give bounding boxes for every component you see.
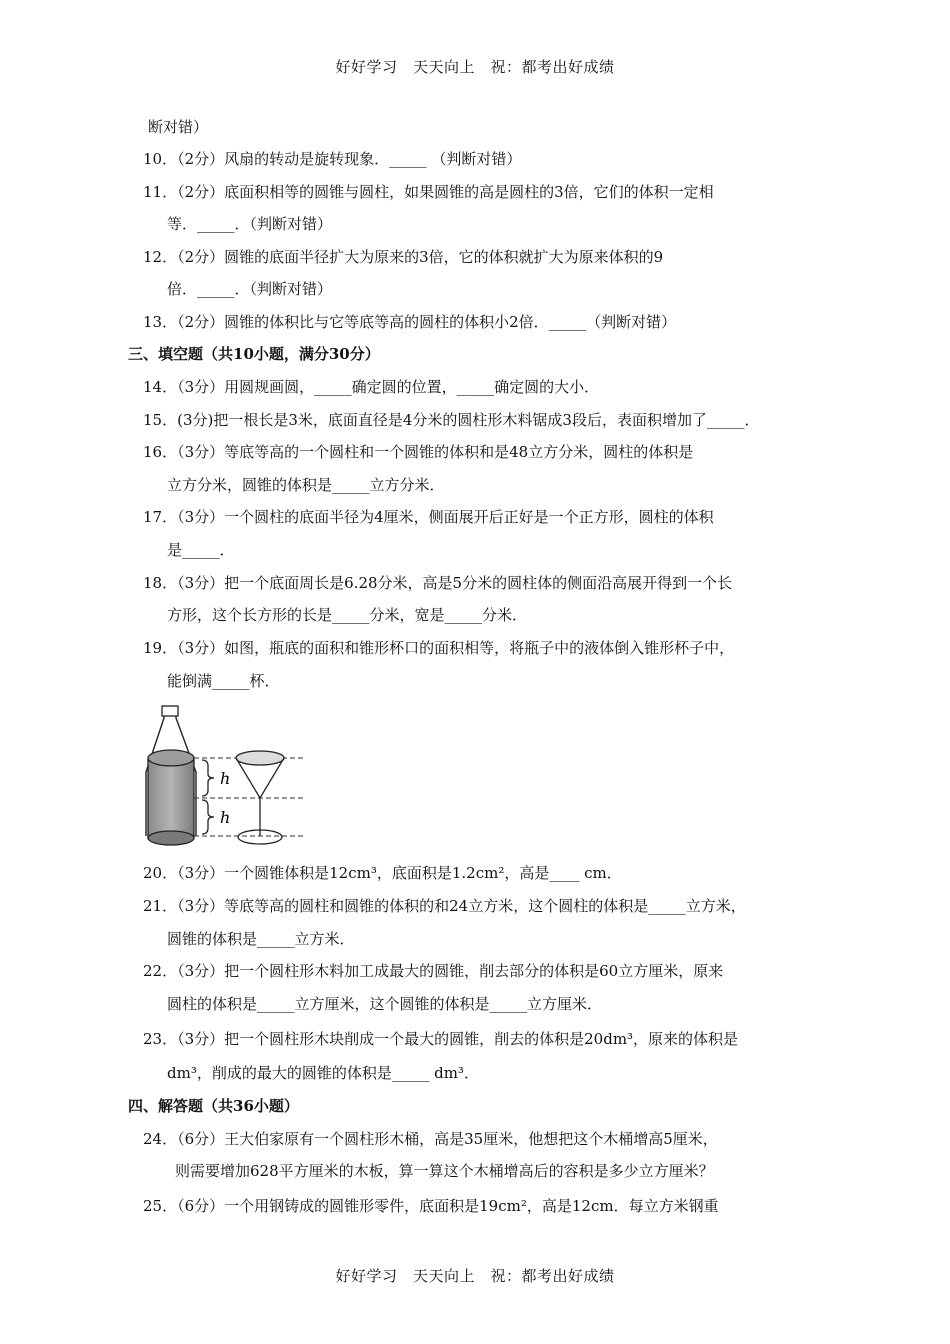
section-heading: 四、解答题（共36小题） [128,1097,299,1115]
text-line: 25．（6分）一个用钢铸成的圆锥形零件，底面积是19cm²，高是12cm．每立方米钢重 [143,1197,719,1215]
text-line: 倍．_____．（判断对错） [167,280,333,298]
text-line: 12．（2分）圆锥的底面半径扩大为原来的3倍，它的体积就扩大为原来体积的9 [143,248,664,266]
text-line: 方形，这个长方形的长是_____分米，宽是_____分米． [167,606,528,624]
text-line: 10．（2分）风扇的转动是旋转现象．_____ （判断对错） [143,150,522,168]
text-line: 11．（2分）底面积相等的圆锥与圆柱，如果圆锥的高是圆柱的3倍，它们的体积一定相 [143,183,714,201]
text-line: 能倒满_____杯． [167,672,280,690]
text-line: 18．（3分）把一个底面周长是6.28分米，高是5分米的圆柱体的侧面沿高展开得到一个长 [143,574,733,592]
text-line: 24．（6分）王大伯家原有一个圆柱形木桶，高是35厘米，他想把这个木桶增高5厘米， [143,1130,718,1148]
height-label-bottom: h [220,808,231,827]
text-line: 20．（3分）一个圆锥体积是12cm³，底面积是1.2cm²，高是____ cm． [143,864,622,882]
text-line: 则需要增加628平方厘米的木板，算一算这个木桶增高后的容积是多少立方厘米？ [175,1162,714,1180]
text-line: 21．（3分）等底等高的圆柱和圆锥的体积的和24立方米，这个圆柱的体积是_____立方米， [143,897,746,915]
text-line: 等．_____．（判断对错） [167,215,333,233]
text-line: 14．（3分）用圆规画圆，_____确定圆的位置，_____确定圆的大小． [143,378,600,396]
page-header: 好好学习 天天向上 祝：都考出好成绩 [335,58,615,76]
text-line: dm³，削成的最大的圆锥的体积是_____ dm³． [167,1064,479,1082]
text-line: 圆锥的体积是_____立方米． [167,930,355,948]
section-heading: 三、填空题（共10小题，满分30分） [128,345,380,363]
text-line: 圆柱的体积是_____立方厘米，这个圆锥的体积是_____立方厘米． [167,995,603,1013]
text-line: 23．（3分）把一个圆柱形木块削成一个最大的圆锥，削去的体积是20dm³，原来的体积是 [143,1030,739,1048]
text-line: 13．（2分）圆锥的体积比与它等底等高的圆柱的体积小2倍．_____（判断对错） [143,313,677,331]
text-line: 16．（3分）等底等高的一个圆柱和一个圆锥的体积和是48立方分米，圆柱的体积是 [143,443,694,461]
height-label-top: h [220,769,231,788]
text-line: 是_____． [167,541,235,559]
text-line: 15．(3分)把一根长是3米，底面直径是4分米的圆柱形木料锯成3段后，表面积增加了_____． [143,411,760,429]
text-line: 22．（3分）把一个圆柱形木料加工成最大的圆锥，削去部分的体积是60立方厘米，原来 [143,962,724,980]
bottle-cone-diagram [140,700,310,850]
bottle-cone-figure [140,700,310,850]
page-footer: 好好学习 天天向上 祝：都考出好成绩 [335,1267,615,1285]
text-line: 19．（3分）如图，瓶底的面积和锥形杯口的面积相等，将瓶子中的液体倒入锥形杯子中， [143,639,735,657]
text-line: 17．（3分）一个圆柱的底面半径为4厘米，侧面展开后正好是一个正方形，圆柱的体积 [143,508,714,526]
text-line: 断对错） [148,118,209,136]
text-line: 立方分米，圆锥的体积是_____立方分米． [167,476,445,494]
